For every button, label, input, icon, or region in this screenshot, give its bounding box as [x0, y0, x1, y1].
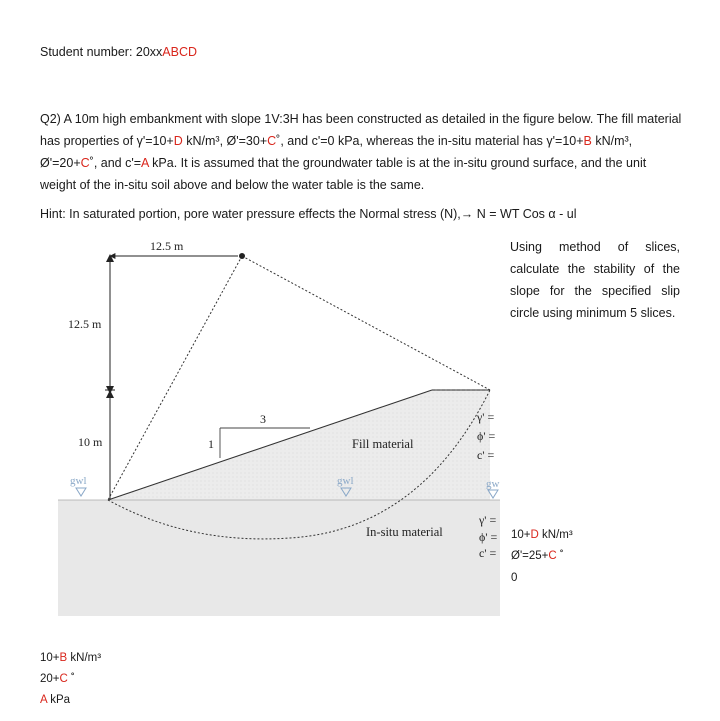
- value-part: 10+: [40, 652, 60, 664]
- fill-c-label: c' =: [477, 448, 495, 462]
- radius-line-right: [242, 256, 490, 390]
- value-part: Ø'=25+: [511, 550, 549, 562]
- question-variable: C: [267, 134, 277, 148]
- value-unit: ˚: [556, 550, 564, 562]
- slope-ratio-h-label: 3: [260, 412, 266, 426]
- value-unit: kN/m³: [67, 652, 102, 664]
- question-part: kN/m³, Ø'=20+: [40, 134, 633, 170]
- value-variable: C: [59, 673, 68, 685]
- hint-text: Hint: In saturated portion, pore water pressure effects the Normal stress (N),→ N = WT Cos α - ul: [40, 207, 577, 221]
- question-variable: B: [583, 134, 592, 148]
- question-part: ˚, and c'=: [89, 156, 142, 170]
- value-variable: B: [59, 652, 68, 664]
- insitu-phi-value: [511, 548, 564, 564]
- dim-top-label: 12.5 m: [150, 239, 184, 253]
- value-unit: ˚: [67, 673, 75, 685]
- value-variable: A: [40, 694, 48, 706]
- bottom-gamma-value: [40, 650, 101, 666]
- dim-arrow: [106, 254, 114, 262]
- insitu-phi-label: ϕ' =: [479, 530, 498, 544]
- student-number-label: Student number: 20xx: [40, 45, 163, 59]
- question-part: kPa. It is assumed that the groundwater table is at the in-situ ground surface, and the unit weight of the in-situ soil above and below the water table is the same.: [40, 156, 647, 192]
- insitu-material-label: In-situ material: [366, 525, 443, 539]
- fill-phi-label: ϕ' =: [477, 429, 496, 443]
- instruction-line: Using method of slices,: [510, 240, 680, 254]
- question-part: kN/m³, Ø'=30+: [182, 134, 268, 148]
- dim-left-lower-label: 10 m: [78, 435, 103, 449]
- insitu-ground: [58, 500, 500, 616]
- fill-gamma-label: γ' =: [477, 410, 495, 424]
- insitu-c-value: 0: [511, 572, 518, 584]
- dim-left-upper-label: 12.5 m: [68, 317, 102, 331]
- question-variable: D: [173, 134, 183, 148]
- gwl-label-mid: gwl: [337, 475, 354, 487]
- value-unit: kPa: [47, 694, 71, 706]
- value-part: 10+: [511, 529, 531, 541]
- instruction-line: circle using minimum 5 slices.: [510, 306, 676, 320]
- value-variable: D: [530, 529, 539, 541]
- insitu-gamma-value: [511, 527, 573, 543]
- question-part: ˚, and c'=0 kPa, whereas the in-situ material has γ'=10+: [276, 134, 584, 148]
- instruction-line: slope for the specified slip: [510, 284, 680, 298]
- gwl-label-left: gwl: [70, 475, 87, 487]
- instruction-line: calculate the stability of the: [510, 262, 680, 276]
- question-variable: A: [141, 156, 149, 170]
- question-variable: C: [80, 156, 90, 170]
- gwl-label-right: gw: [486, 478, 500, 490]
- value-part: 20+: [40, 673, 60, 685]
- dim-arrow: [106, 390, 114, 398]
- fill-material-label: Fill material: [352, 437, 414, 451]
- slope-ratio-v-label: 1: [208, 437, 214, 451]
- question-part: Q2) A 10m high embankment with slope 1V:3H has been constructed as detailed in the figure below. The fill material has properties of γ'=10+: [40, 112, 682, 148]
- student-code: ABCD: [162, 45, 198, 59]
- insitu-c-label: c' =: [479, 546, 497, 560]
- bottom-phi-value: [40, 671, 75, 687]
- insitu-gamma-label: γ' =: [479, 513, 497, 527]
- bottom-c-value: [40, 692, 70, 708]
- circle-center: [239, 253, 245, 259]
- value-unit: kN/m³: [538, 529, 573, 541]
- fill-embankment: [108, 390, 490, 500]
- value-variable: C: [548, 550, 557, 562]
- gwl-marker-left: [76, 488, 86, 496]
